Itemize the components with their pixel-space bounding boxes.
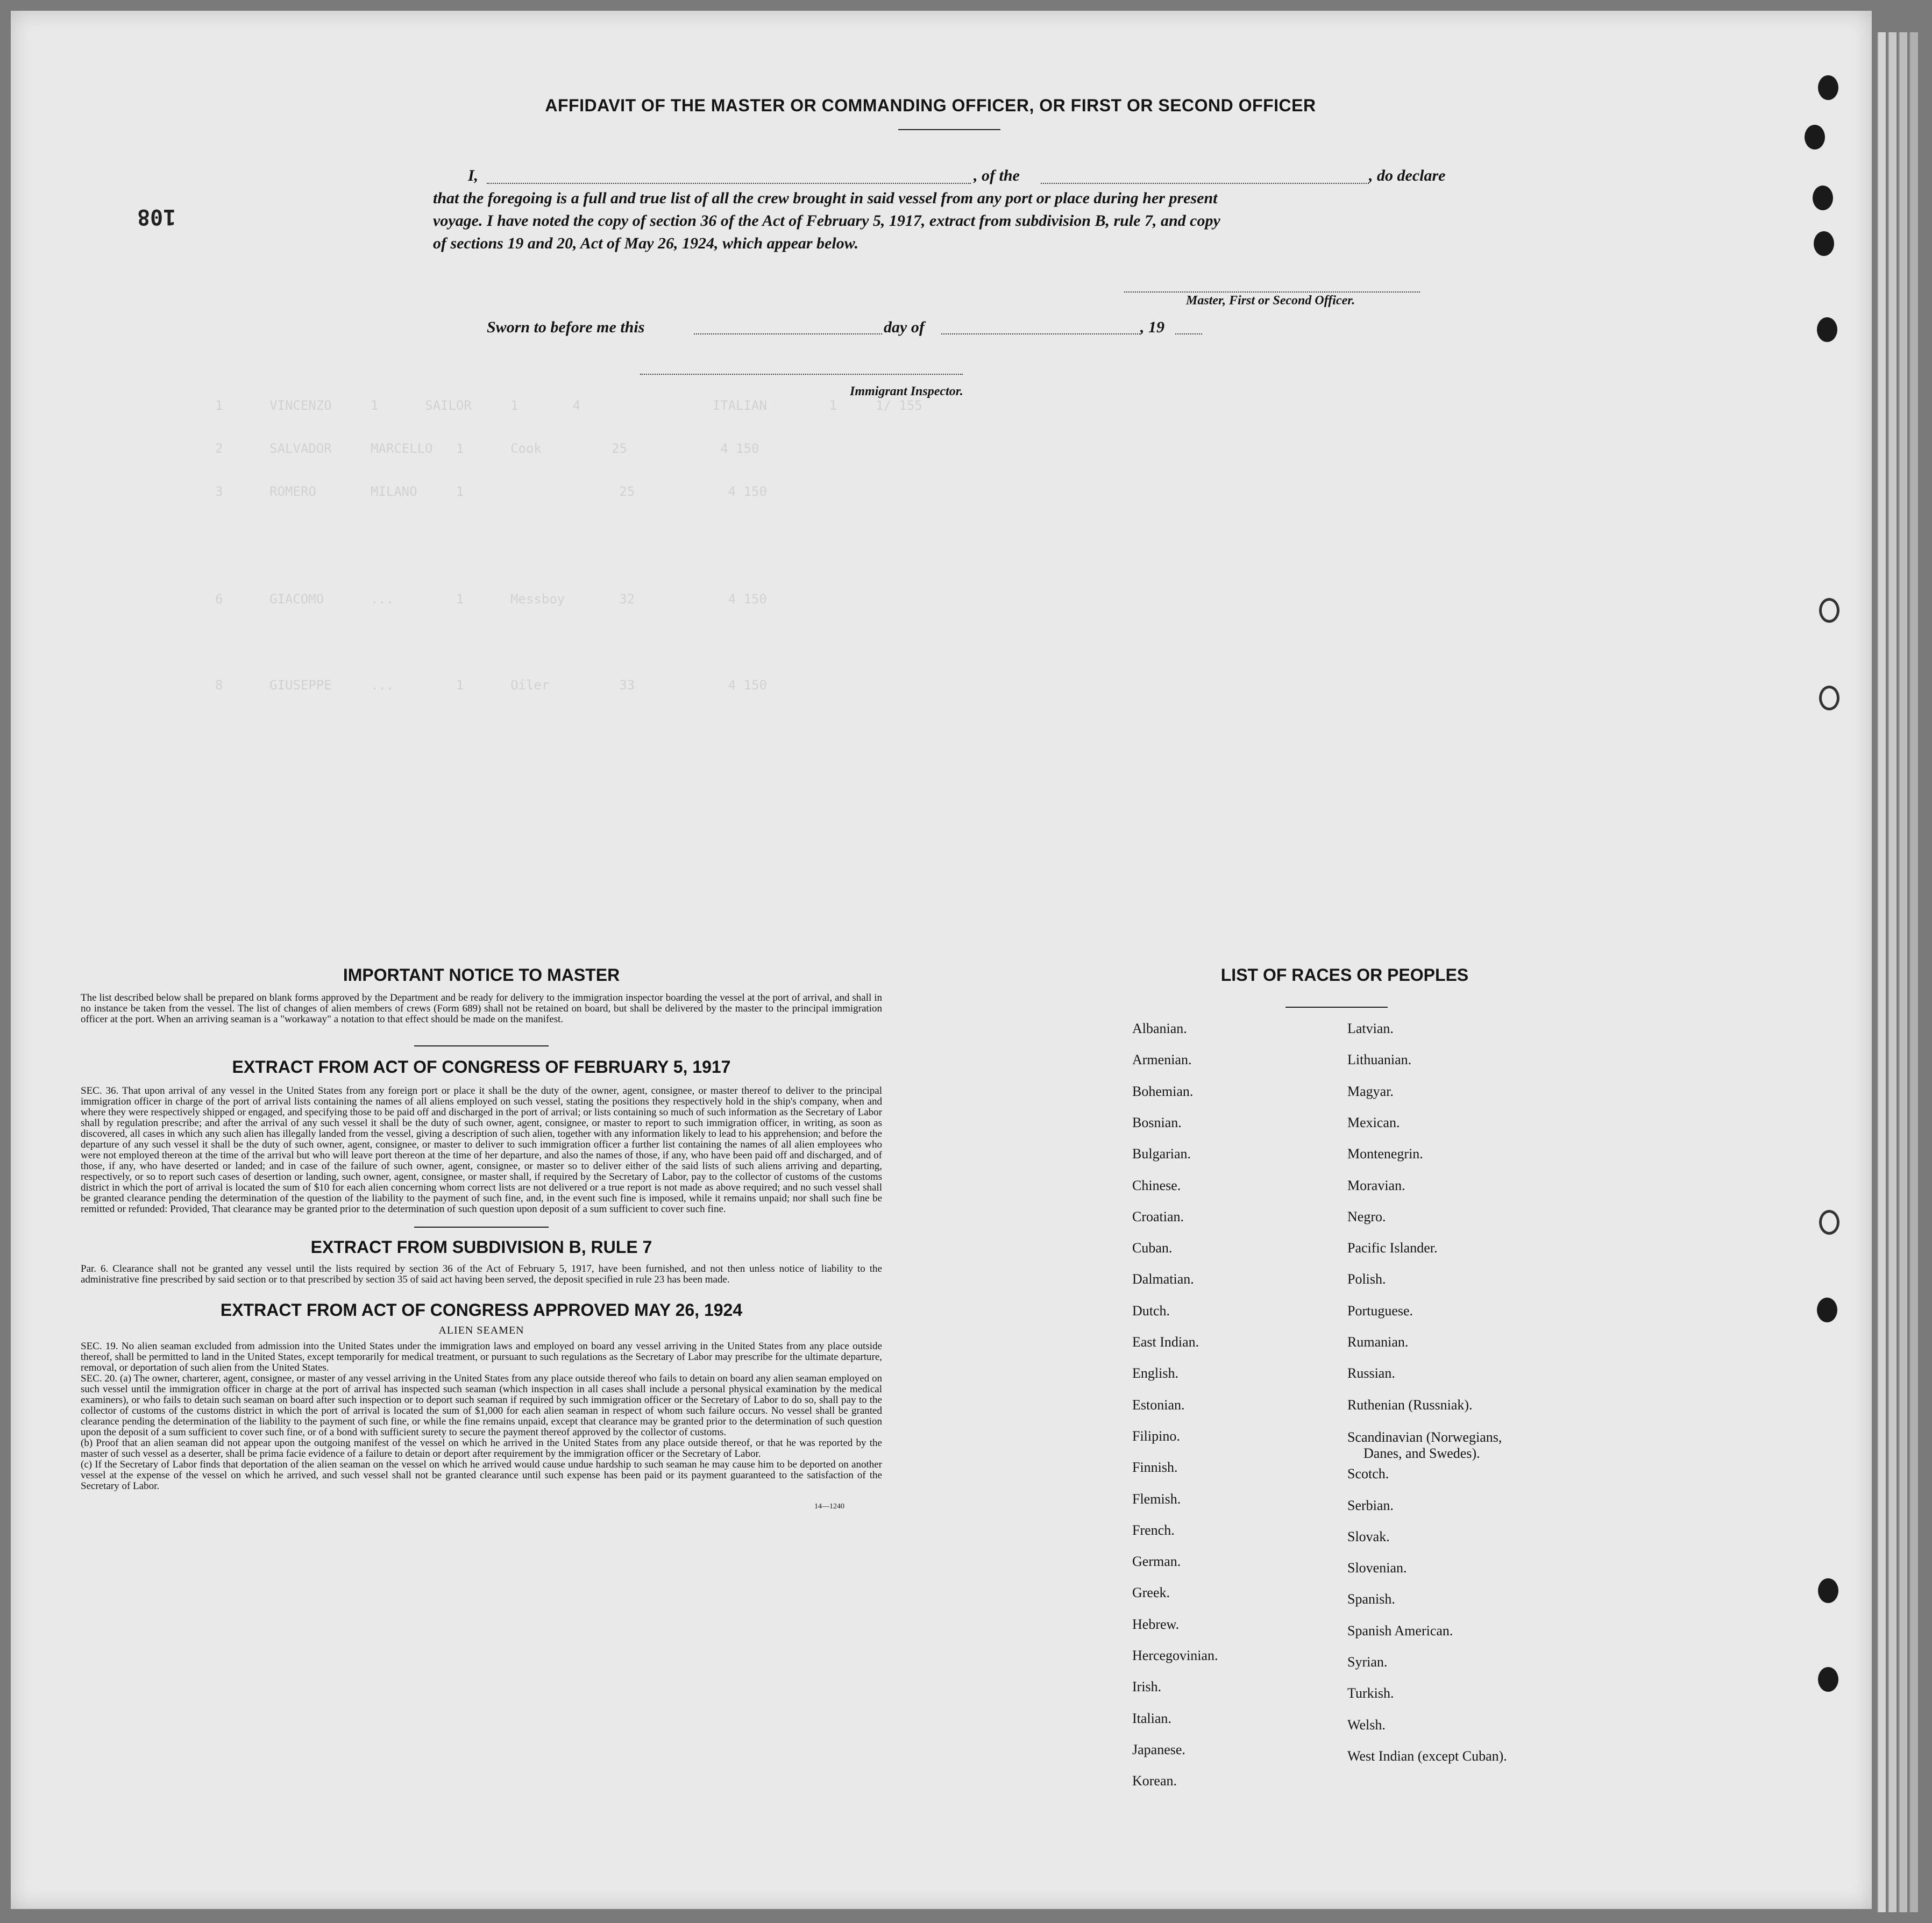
race-item: Scotch. xyxy=(1347,1466,1389,1482)
affidavit-of-the: , of the xyxy=(974,167,1020,184)
race-item: Italian. xyxy=(1132,1710,1171,1726)
inspector-signature-line xyxy=(640,374,963,375)
punch-hole xyxy=(1805,125,1825,149)
race-item: Chinese. xyxy=(1132,1177,1181,1193)
extract-1924-subtitle: ALIEN SEAMEN xyxy=(438,1324,524,1336)
form-number: 14—1240 xyxy=(814,1502,844,1511)
sworn-month-blank xyxy=(941,333,1140,334)
race-item: Serbian. xyxy=(1347,1497,1394,1513)
bleed-through: 3 ROMERO MILANO 1 25 4 150 xyxy=(215,484,767,499)
name-blank xyxy=(487,183,971,184)
race-item: Slovak. xyxy=(1347,1528,1390,1544)
race-item: Croatian. xyxy=(1132,1208,1184,1224)
race-item: Mexican. xyxy=(1347,1114,1400,1130)
punch-hole xyxy=(1819,1210,1839,1235)
race-item: Latvian. xyxy=(1347,1021,1394,1036)
extract-1917-text: SEC. 36. That upon arrival of any vessel in the United States from any foreign port or place it shall be the duty of the owner, agent, consignee, or master thereof to deliver to the principal immigration officer in charge of the port of arrival lists containing the names of all aliens employed on such vessel, stating the positions they respectively hold in the ship's company, when and where they were respectively shipped or engaged, and specifying those to be paid off and discharged in the port of arrival; or lists containing so much of such information as the Secretary of Labor shall by regulation prescribe; and after the arrival of any such vessel it shall be the duty of such owner, agent, consignee, or master to report to such immigration officer, in writing, as soon as discovered, all cases in which any such alien has illegally landed from the vessel, giving a description of such alien, together with any information likely to lead to his apprehension; and before the departure of any such vessel it shall be the duty of such owner, agent, consignee, or master to deliver to such immigration officer a further list containing the names of all alien employees who were not employed thereon at the time of the arrival but who will leave port thereon at the time of her departure, and also the names of those, if any, who have been paid off and discharged, and of those, if any, who have deserted or landed; and in case of the failure of such owner, agent, consignee, or master so to deliver either of the said lists of such aliens arriving and departing, respectively, or so to report such cases of desertion or landing, such owner, agent, consignee, or master shall, if required by the Secretary of Labor, pay to the collector of customs of the customs district in which the port of arrival is located the sum of $10 for each alien concerning whom correct lists are not delivered or a true report is not made as above required; and no such vessel shall be granted clearance pending the determination of the question of the liability to the payment of such fine, and, in the event such fine is imposed, while it remains unpaid; nor shall such fine be remitted or refunded: Provided, That clearance may be granted prior to the determination of such question upon deposit of a sum sufficient to cover such fine. xyxy=(81,1085,882,1215)
races-title: LIST OF RACES OR PEOPLES xyxy=(1220,965,1469,985)
sworn-day-of: day of xyxy=(884,318,925,336)
race-item: Welsh. xyxy=(1347,1717,1386,1733)
race-item: Ruthenian (Russniak). xyxy=(1347,1397,1473,1413)
sworn-day-blank xyxy=(694,333,882,334)
notice-title: IMPORTANT NOTICE TO MASTER xyxy=(343,965,620,985)
race-item: Flemish. xyxy=(1132,1491,1181,1507)
race-item: French. xyxy=(1132,1522,1175,1538)
page-edge xyxy=(1888,32,1897,1912)
affidavit-i: I, xyxy=(468,167,479,184)
race-item: Syrian. xyxy=(1347,1654,1388,1670)
sworn-prefix: Sworn to before me this xyxy=(487,318,645,336)
bleed-through: 6 GIACOMO ... 1 Messboy 32 4 150 xyxy=(215,592,767,607)
sec-20a-text: SEC. 20. (a) The owner, charterer, agent, consignee, or master of any vessel arriving in the United States from any place outside thereof who fails to detain on board any alien seaman employed on such vessel until the immigration officer in charge at the port of arrival has inspected such seaman (which inspection in all cases shall include a personal physical examination by the medical examiners), or who fails to detain such seaman on board after such inspection or to deport such seaman if required by such immigration officer or the Secretary of Labor to do so, shall pay to the collector of customs of the customs district in which the port of arrival is located the sum of $1,000 for each alien seaman in respect of whom such failure occurs. No vessel shall be granted clearance pending the determination of the liability to the payment of such fine, or while the fine remains unpaid, except that clearance may be granted prior to the determination of such question upon the deposit of a sum sufficient to cover such fine, or of a bond with sufficient surety to secure the payment thereof approved by the collector of customs. xyxy=(81,1373,882,1438)
race-item: Bohemian. xyxy=(1132,1083,1194,1099)
vessel-blank xyxy=(1041,183,1369,184)
race-item: Spanish. xyxy=(1347,1591,1395,1607)
punch-hole xyxy=(1817,1298,1837,1322)
race-item: Greek. xyxy=(1132,1585,1170,1601)
punch-hole xyxy=(1813,186,1833,210)
bleed-through: 8 GIUSEPPE ... 1 Oiler 33 4 150 xyxy=(215,678,767,693)
sec-20b-text: (b) Proof that an alien seaman did not appear upon the outgoing manifest of the vessel on which he arrived in the United States from any place outside thereof, or that he was reported by the master of such vessel as a deserter, shall be prima facie evidence of a failure to detain or deport after requirement by the immigration officer or the Secretary of Labor. xyxy=(81,1437,882,1459)
race-item: Irish. xyxy=(1132,1679,1162,1695)
race-item: Slovenian. xyxy=(1347,1560,1407,1576)
master-signature-line xyxy=(1124,291,1420,293)
race-item: Moravian. xyxy=(1347,1177,1405,1193)
sworn-year: , 19 xyxy=(1140,318,1164,336)
punch-hole xyxy=(1817,317,1837,342)
punch-hole xyxy=(1819,686,1839,710)
bleed-through: 2 SALVADOR MARCELLO 1 Cook 25 4 150 xyxy=(215,441,759,456)
races-title-rule xyxy=(1285,1007,1388,1008)
race-item: Russian. xyxy=(1347,1365,1395,1381)
document-page xyxy=(11,11,1872,1909)
race-item: Dalmatian. xyxy=(1132,1271,1194,1287)
race-item: Albanian. xyxy=(1132,1021,1187,1036)
affidavit-line-2: that the foregoing is a full and true list of all the crew brought in said vessel from any port or place during her present xyxy=(433,189,1218,207)
race-item: Estonian. xyxy=(1132,1397,1185,1413)
sworn-year-blank xyxy=(1175,333,1202,334)
sec-20c-text: (c) If the Secretary of Labor finds that deportation of the alien seaman on the vessel on which he arrived would cause undue hardship to such seaman he may cause him to be deported on another vessel at the expense of the vessel on which he arrived, and such vessel shall not be granted clearance until such expense has been paid or its payment guaranteed to the satisfaction of the Secretary of Labor. xyxy=(81,1459,882,1492)
race-item: Turkish. xyxy=(1347,1685,1394,1701)
extract-rule7-text: Par. 6. Clearance shall not be granted any vessel until the lists required by section 36 of the Act of February 5, 1917, have been furnished, and not then unless notice of liability to the administrative fine prescribed by said section or to that prescribed by section 35 of said act having been served, the deposit specified in rule 23 has been made. xyxy=(81,1263,882,1285)
punch-hole xyxy=(1818,1667,1838,1692)
page-edge xyxy=(1877,32,1886,1912)
affidavit-line-3: voyage. I have noted the copy of section 36 of the Act of February 5, 1917, extract from subdivision B, rule 7, and copy xyxy=(433,212,1220,230)
race-item: Hercegovinian. xyxy=(1132,1648,1218,1663)
race-item: East Indian. xyxy=(1132,1334,1199,1350)
master-label: Master, First or Second Officer. xyxy=(1186,294,1355,308)
extract-1924-title: EXTRACT FROM ACT OF CONGRESS APPROVED MAY 26, 1924 xyxy=(220,1300,743,1320)
sec-19-text: SEC. 19. No alien seaman excluded from admission into the United States under the immigration laws and employed on board any vessel arriving in the United States from any place outside thereof, shall be permitted to land in the United States, except temporarily for medical treatment, or pursuant to such regulations as the Secretary of Labor may prescribe for the ultimate departure, removal, or deportation of such alien from the United States. xyxy=(81,1341,882,1373)
race-item: Filipino. xyxy=(1132,1428,1180,1444)
affidavit-declare: , do declare xyxy=(1369,167,1446,184)
race-item: Korean. xyxy=(1132,1773,1177,1789)
punch-hole xyxy=(1814,231,1834,256)
race-item: Scandinavian (Norwegians, xyxy=(1347,1429,1502,1445)
race-item: Cuban. xyxy=(1132,1240,1173,1256)
race-item: West Indian (except Cuban). xyxy=(1347,1748,1507,1764)
race-item: Japanese. xyxy=(1132,1741,1185,1757)
race-item: Negro. xyxy=(1347,1208,1386,1224)
race-item: Rumanian. xyxy=(1347,1334,1409,1350)
notice-text: The list described below shall be prepared on blank forms approved by the Department and be ready for delivery to the immigration inspector boarding the vessel at the port of arrival, and shall in no instance be taken from the vessel. The list of changes of alien members of crews (Form 689) shall not be retained on board, but shall be delivered by the master to the principal immigration officer at the port. When an arriving seaman is a "workaway" a notation to that effect should be made on the manifest. xyxy=(81,992,882,1025)
left-column xyxy=(81,965,882,1511)
inspector-label: Immigrant Inspector. xyxy=(850,384,963,398)
bleed-through: 1 VINCENZO 1 SAILOR 1 4 ITALIAN 1 1/ 155 xyxy=(215,398,922,413)
race-item: Portuguese. xyxy=(1347,1302,1414,1319)
race-item: Finnish. xyxy=(1132,1459,1178,1476)
affidavit-title: AFFIDAVIT OF THE MASTER OR COMMANDING OFFICER, OR FIRST OR SECOND OFFICER xyxy=(545,96,1316,115)
race-item: Lithuanian. xyxy=(1347,1052,1412,1068)
punch-hole xyxy=(1819,598,1839,623)
page-edge xyxy=(1899,32,1907,1912)
race-item: English. xyxy=(1132,1365,1178,1381)
race-item: Polish. xyxy=(1347,1271,1386,1287)
race-item: Pacific Islander. xyxy=(1347,1240,1438,1256)
extract-1917-title: EXTRACT FROM ACT OF CONGRESS OF FEBRUARY 5, 1917 xyxy=(232,1057,731,1077)
race-item: Spanish American. xyxy=(1347,1622,1453,1639)
race-item: Dutch. xyxy=(1132,1302,1170,1319)
section-rule xyxy=(414,1045,549,1046)
race-item: Danes, and Swedes). xyxy=(1363,1445,1480,1461)
title-rule xyxy=(898,129,1000,130)
section-rule xyxy=(414,1227,549,1228)
affidavit-line-4: of sections 19 and 20, Act of May 26, 1924, which appear below. xyxy=(433,234,859,252)
race-item: Magyar. xyxy=(1347,1083,1394,1099)
race-item: Armenian. xyxy=(1132,1052,1192,1068)
race-item: Bosnian. xyxy=(1132,1114,1182,1130)
race-item: Bulgarian. xyxy=(1132,1146,1191,1162)
punch-hole xyxy=(1818,1578,1838,1603)
handwritten-page-number: 108 xyxy=(137,204,176,229)
extract-rule7-title: EXTRACT FROM SUBDIVISION B, RULE 7 xyxy=(310,1237,652,1257)
race-item: Montenegrin. xyxy=(1347,1146,1423,1162)
page-edge xyxy=(1909,32,1918,1912)
race-item: German. xyxy=(1132,1554,1181,1570)
race-item: Hebrew. xyxy=(1132,1616,1180,1632)
